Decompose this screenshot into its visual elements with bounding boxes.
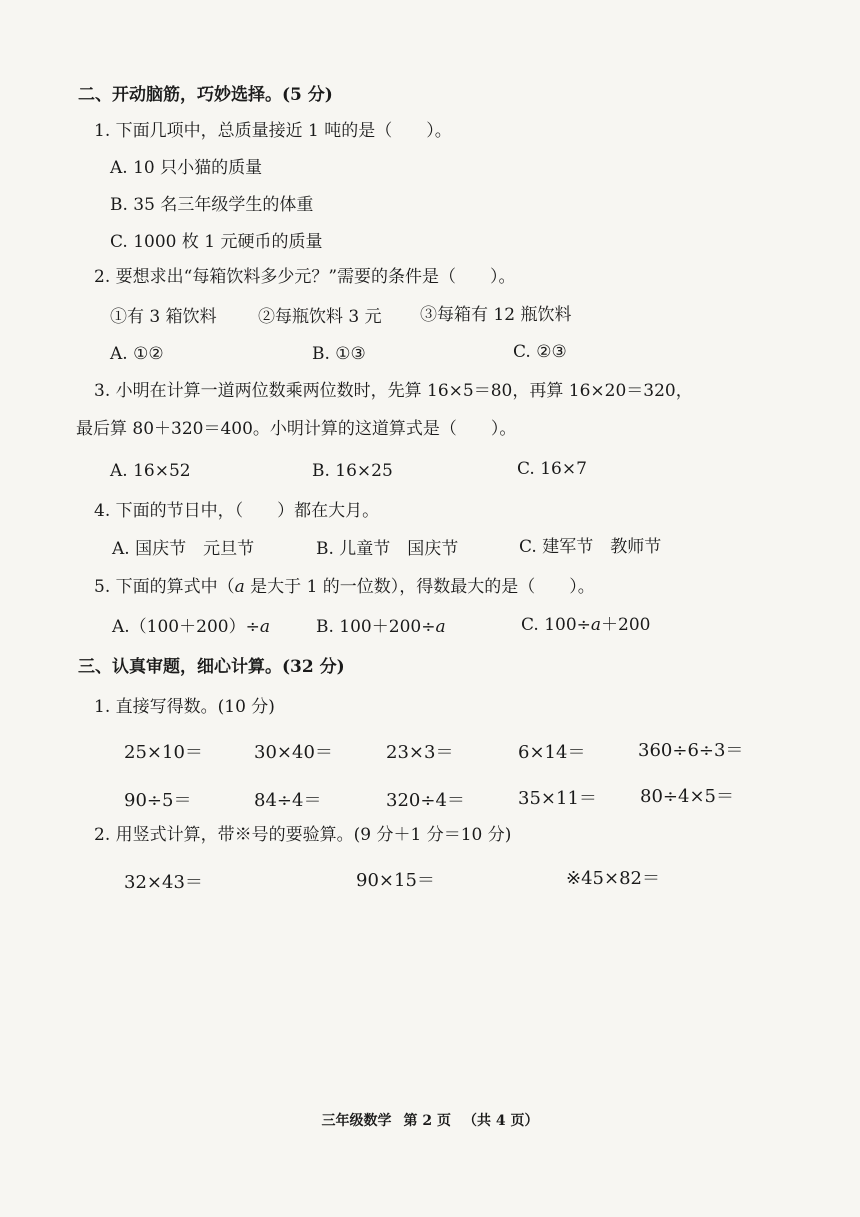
q3-option-b: B. 16×25 [312, 461, 393, 481]
q3-stem-line1: 3. 小明在计算一道两位数乘两位数时，先算 16×5＝80，再算 16×20＝320， [94, 381, 693, 401]
q2-option-b: B. ①③ [312, 344, 366, 364]
calc2-title: 2. 用竖式计算，带※号的要验算。(9 分＋1 分＝10 分) [94, 825, 512, 845]
calc1-item: 80÷4×5＝ [640, 786, 734, 807]
q2-option-c: C. ②③ [513, 342, 567, 362]
calc1-item: 90÷5＝ [124, 790, 192, 811]
calc1-title: 1. 直接写得数。(10 分) [94, 697, 275, 717]
q5-stem [94, 576, 595, 598]
q2-condition-1: ①有 3 箱饮料 [110, 307, 217, 327]
q5-option-c-pre: C. 100÷ [521, 615, 591, 635]
q5-option-b [316, 616, 446, 638]
calc1-item: 30×40＝ [254, 742, 333, 763]
q5-option-a-pre: A.（100＋200）÷ [112, 617, 260, 637]
q4-option-c: C. 建军节 教师节 [519, 537, 662, 557]
calc1-item: 6×14＝ [518, 742, 586, 763]
q1-option-b: B. 35 名三年级学生的体重 [110, 195, 314, 215]
q5-option-a-var: a [259, 617, 270, 637]
section2-title: 二、开动脑筋，巧妙选择。(5 分) [78, 85, 333, 105]
footer-subject: 三年级数学 [321, 1113, 392, 1129]
q5-stem-var: a [234, 577, 245, 597]
footer-total: （共 4 页） [463, 1113, 539, 1129]
footer-page: 第 2 页 [403, 1113, 451, 1129]
q5-option-b-var: a [435, 617, 446, 637]
section3-title: 三、认真审题，细心计算。(32 分) [78, 657, 345, 677]
q3-option-c: C. 16×7 [517, 459, 587, 479]
q2-option-a: A. ①② [110, 344, 164, 364]
q2-condition-2: ②每瓶饮料 3 元 [258, 307, 382, 327]
calc2-item: 32×43＝ [124, 872, 203, 893]
q3-option-a: A. 16×52 [110, 461, 191, 481]
calc1-item: 84÷4＝ [254, 790, 322, 811]
q5-option-c-var: a [590, 615, 602, 635]
q1-option-c: C. 1000 枚 1 元硬币的质量 [110, 232, 323, 252]
calc1-item: 320÷4＝ [386, 790, 465, 811]
calc1-item: 25×10＝ [124, 742, 203, 763]
q2-stem: 2. 要想求出“每箱饮料多少元？”需要的条件是（ ）。 [94, 267, 516, 287]
q2-condition-3: ③每箱有 12 瓶饮料 [420, 305, 572, 325]
calc1-item: 23×3＝ [386, 742, 454, 763]
calc2-item: 90×15＝ [356, 870, 435, 891]
q5-stem-pre: 5. 下面的算式中（ [94, 577, 235, 597]
q3-stem-line2: 最后算 80＋320＝400。小明计算的这道算式是（ ）。 [76, 419, 517, 439]
q4-option-b: B. 儿童节 国庆节 [316, 539, 459, 559]
page-footer [0, 1110, 860, 1130]
q4-stem: 4. 下面的节日中，（ ）都在大月。 [94, 501, 380, 521]
calc1-item: 35×11＝ [518, 788, 597, 809]
q4-option-a: A. 国庆节 元旦节 [112, 539, 255, 559]
q5-option-c-post: ＋200 [601, 615, 651, 635]
q1-stem: 1. 下面几项中，总质量接近 1 吨的是（ ）。 [94, 121, 452, 141]
q1-option-a: A. 10 只小猫的质量 [110, 158, 263, 178]
q5-option-b-pre: B. 100＋200÷ [316, 617, 436, 637]
q5-option-a [112, 616, 270, 638]
q5-stem-post: 是大于 1 的一位数），得数最大的是（ ）。 [244, 577, 595, 597]
calc2-item: ※45×82＝ [566, 868, 660, 889]
calc1-item: 360÷6÷3＝ [638, 740, 744, 761]
q5-option-c [521, 614, 651, 636]
